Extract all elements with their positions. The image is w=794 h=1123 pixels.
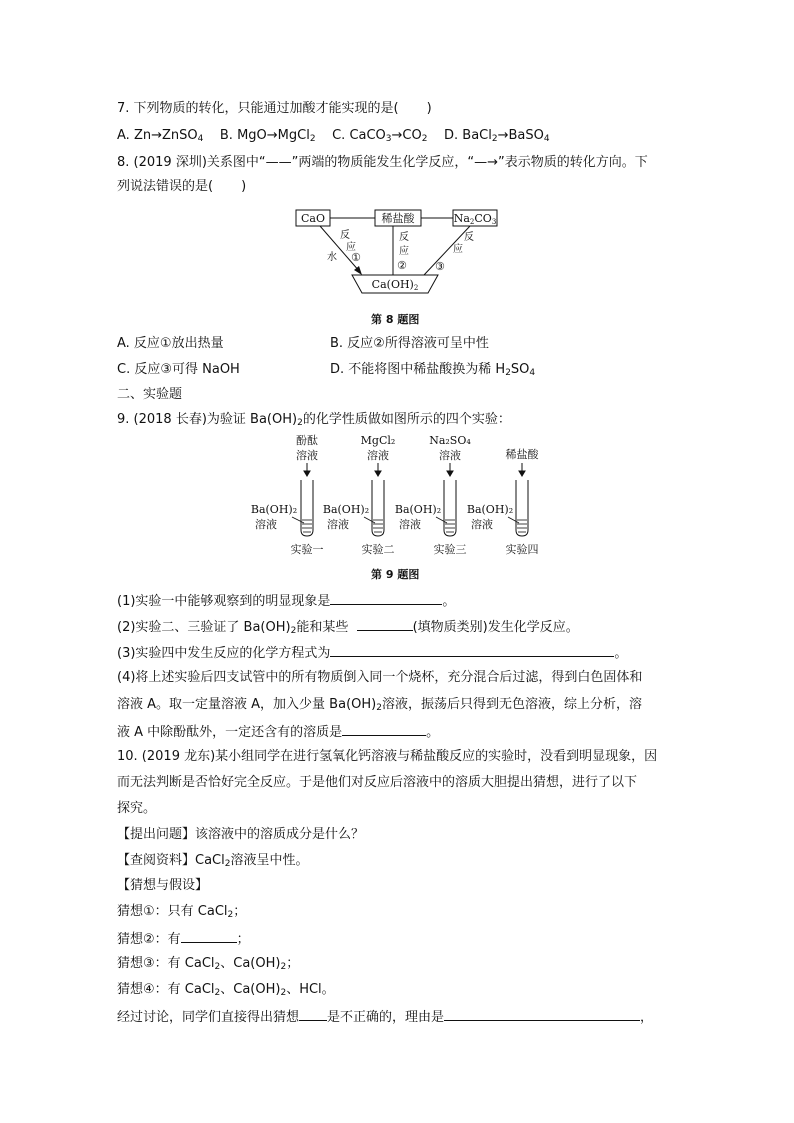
test-tube-2: [372, 480, 384, 536]
test-tube-3: [444, 480, 456, 536]
r2-char1: 反: [399, 232, 409, 243]
tube-label-2b: 溶液: [327, 518, 349, 531]
q9-sub4-end: 。: [426, 725, 440, 740]
option-text: MgO→MgCl: [237, 128, 310, 143]
r1-num: ①: [351, 251, 361, 264]
q9-sub3: [117, 643, 627, 663]
q9-experiment-diagram: [248, 432, 558, 560]
q7-option-d[interactable]: [444, 128, 550, 143]
formula-sub: 2: [280, 988, 287, 998]
tube-label-1a: Ba(OH)₂: [250, 503, 298, 516]
q9-sub4-line3: [117, 722, 439, 742]
q10-data-text: 【查阅资料】CaCl: [117, 853, 225, 868]
option-letter: C.: [332, 128, 350, 143]
option-sub: 2: [421, 134, 428, 144]
reagent-2-l2: 溶液: [367, 449, 389, 462]
q10-hypothesis-1: [117, 903, 246, 924]
option-sub: 4: [543, 134, 550, 144]
tube-label-3a: Ba(OH)₂: [394, 503, 442, 516]
q9-sub4-text: 溶液 A。取一定量溶液 A，加入少量 Ba(OH): [117, 697, 377, 712]
answer-blank[interactable]: [357, 617, 413, 631]
formula-sub: 2: [214, 962, 221, 972]
tube-label-4a: Ba(OH)₂: [466, 503, 514, 516]
hypothesis-text: ；: [286, 956, 300, 971]
formula-sub: 2: [297, 418, 303, 428]
hypothesis-text: 猜想①：只有 CaCl: [117, 904, 228, 919]
q10-line1: 10. (2019 龙东)某小组同学在进行氢氧化钙溶液与稀盐酸反应的实验时，没看到明显现象，因: [117, 749, 658, 764]
experiment-2-label: 实验二: [361, 543, 395, 556]
answer-blank[interactable]: [181, 929, 237, 943]
tube-label-2a: Ba(OH)₂: [322, 503, 370, 516]
q10-conclusion-text: 经过讨论，同学们直接得出猜想: [117, 1010, 300, 1025]
tube-label-4b: 溶液: [471, 518, 493, 531]
q9-sub1-text: (1)实验一中能够观察到的明显现象是: [117, 594, 331, 609]
r2-char2: 应: [399, 246, 409, 257]
reagent-4-l1: 稀盐酸: [505, 448, 539, 461]
q10-line2: 而无法判断是否恰好完全反应。于是他们对反应后溶液中的溶质大胆提出猜想，进行了以下: [117, 775, 638, 790]
tube-label-1b: 溶液: [255, 518, 277, 531]
q7-stem-text: 7. 下列物质的转化，只能通过加酸才能实现的是(: [117, 101, 399, 116]
q9-sub2: [117, 617, 579, 640]
formula-sub: 2: [290, 626, 297, 636]
q7-option-c[interactable]: [332, 128, 427, 143]
option-text: CaCO: [349, 128, 386, 143]
drop-arrowhead-2: [375, 471, 381, 476]
option-text: SO: [510, 362, 530, 377]
q10-question: 【提出问题】该溶液中的溶质成分是什么？: [117, 827, 365, 842]
answer-blank[interactable]: [299, 1007, 327, 1021]
experiment-4-label: 实验四: [505, 543, 539, 556]
reagent-2-l1: MgCl₂: [360, 434, 396, 447]
q10-data-text: 溶液呈中性。: [230, 853, 309, 868]
tube-label-3b: 溶液: [399, 518, 421, 531]
r2-num: ②: [397, 259, 407, 272]
label-na2co3: Na2CO3: [453, 212, 497, 226]
q8-line1: 8. (2019 深圳)关系图中“——”两端的物质能发生化学反应，“—→”表示物质的转化方向。下: [117, 155, 648, 170]
hypothesis-text: ；: [233, 904, 247, 919]
test-tube-4: [516, 480, 528, 536]
tube-label-group-3: [395, 503, 447, 531]
q9-sub4-text: 溶液，振荡后只得到无色溶液，综上分析，溶: [381, 697, 642, 712]
option-sub: 4: [529, 368, 536, 378]
experiment-1-label: 实验一: [290, 543, 324, 556]
formula-sub: 2: [376, 703, 382, 713]
hypothesis-text: 猜想④：有 CaCl: [117, 982, 215, 997]
q9-sub4-text: 液 A 中除酚酞外，一定还含有的溶质是: [117, 725, 343, 740]
r3-num: ③: [435, 260, 445, 273]
q10-hypothesis-2: [117, 929, 250, 949]
option-sub: 2: [505, 368, 511, 378]
q9-sub3-end: 。: [614, 646, 628, 661]
option-text: BaCl: [462, 128, 492, 143]
option-sub: 4: [197, 134, 204, 144]
test-tube-1: [301, 480, 313, 536]
q9-caption: 第 9 题图: [371, 568, 420, 581]
q8-caption: 第 8 题图: [371, 313, 420, 326]
q10-line3: 探究。: [117, 801, 157, 816]
label-caoh2: Ca(OH)2: [371, 278, 419, 292]
q8-line2: [117, 178, 246, 196]
q8-line2-text: 列说法错误的是(: [117, 179, 214, 194]
r1-char3: 水: [327, 252, 337, 263]
q9-sub4-line2: [117, 696, 642, 717]
q10-data: [117, 852, 308, 873]
q10-conclusion-text: 是不正确的，理由是: [327, 1010, 445, 1025]
option-text: D. 不能将图中稀盐酸换为稀 H: [330, 362, 506, 377]
r1-char2: 应: [346, 242, 356, 253]
q9-sub4-line1: (4)将上述实验后四支试管中的所有物质倒入同一个烧杯，充分混合后过滤，得到白色固体和: [117, 670, 643, 685]
reagent-1-l1: 酚酞: [296, 434, 318, 447]
q8-option-d[interactable]: [330, 361, 535, 382]
q7-options: [117, 127, 550, 148]
r1-char1: 反: [340, 230, 350, 241]
answer-blank[interactable]: [444, 1007, 640, 1021]
answer-blank[interactable]: [342, 722, 426, 736]
q9-sub1: [117, 591, 455, 611]
option-letter: A.: [117, 128, 134, 143]
q9-sub1-end: 。: [442, 594, 456, 609]
q10-conclusion-end: ，: [640, 1010, 654, 1025]
tube-label-group-2: [323, 503, 375, 531]
option-sub: 3: [385, 134, 392, 144]
answer-blank[interactable]: [330, 591, 442, 605]
hypothesis-text: 、HCl。: [286, 982, 335, 997]
q8-option-a[interactable]: A. 反应①放出热量: [117, 336, 224, 351]
option-tail: →BaSO: [497, 128, 544, 143]
hypothesis-text: 猜想③：有 CaCl: [117, 956, 215, 971]
q7-option-a[interactable]: [117, 128, 203, 143]
label-acid: 稀盐酸: [381, 212, 415, 225]
label-cao: CaO: [301, 212, 325, 225]
q9-stem-text: 9. (2018 长春)为验证 Ba(OH): [117, 412, 298, 427]
q9-sub3-text: (3)实验四中发生反应的化学方程式为: [117, 646, 331, 661]
drop-arrowhead-3: [447, 471, 453, 476]
q7-stem-end: ): [426, 101, 432, 116]
reagent-3-l1: Na₂SO₄: [429, 434, 471, 447]
experiment-3-label: 实验三: [433, 543, 467, 556]
r3-char1: 反: [464, 232, 474, 243]
q7-option-b[interactable]: [220, 128, 316, 143]
drop-arrowhead-4: [519, 471, 525, 476]
formula-sub: 2: [280, 962, 287, 972]
q10-hypothesis-heading: 【猜想与假设】: [117, 878, 209, 893]
option-letter: B.: [219, 128, 238, 143]
formula-sub: 2: [224, 859, 231, 869]
q8-option-c[interactable]: C. 反应③可得 NaOH: [117, 362, 240, 377]
hypothesis-text: 、Ca(OH): [220, 982, 281, 997]
drop-arrowhead-1: [304, 471, 310, 476]
q9-sub2-text: (2)实验二、三验证了 Ba(OH): [117, 620, 291, 635]
tube-label-group-1: [251, 503, 304, 531]
q10-hypothesis-3: [117, 955, 299, 976]
reagent-3-l2: 溶液: [439, 449, 461, 462]
option-text: Zn→ZnSO: [133, 128, 198, 143]
q10-conclusion: [117, 1007, 653, 1027]
section-heading: 二、实验题: [117, 387, 183, 402]
formula-sub: 2: [214, 988, 221, 998]
q9-stem-text: 的化学性质做如图所示的四个实验：: [302, 412, 511, 427]
option-sub: 2: [309, 134, 316, 144]
arrowhead-r1: [354, 266, 362, 275]
hypothesis-text: ；: [236, 932, 250, 947]
q9-stem: [117, 411, 511, 432]
hypothesis-text: 猜想②：有: [117, 932, 181, 947]
reagent-1-l2: 溶液: [296, 449, 318, 462]
q8-line2-end: ): [241, 179, 247, 194]
tube-label-group-4: [467, 503, 519, 531]
q10-hypothesis-4: [117, 981, 335, 1002]
formula-sub: 2: [227, 910, 234, 920]
answer-blank[interactable]: [330, 643, 614, 657]
q9-sub2-text: (填物质类别)发生化学反应。: [412, 620, 579, 635]
option-tail: →CO: [391, 128, 422, 143]
q7-stem: [117, 100, 432, 118]
q9-sub2-text: 能和某些: [296, 620, 349, 635]
option-sub: 2: [491, 134, 498, 144]
q8-relation-diagram: [290, 203, 510, 299]
option-letter: D.: [444, 128, 463, 143]
r3-char2: 应: [453, 244, 463, 255]
hypothesis-text: 、Ca(OH): [220, 956, 281, 971]
q8-option-b[interactable]: B. 反应②所得溶液可呈中性: [330, 336, 489, 351]
